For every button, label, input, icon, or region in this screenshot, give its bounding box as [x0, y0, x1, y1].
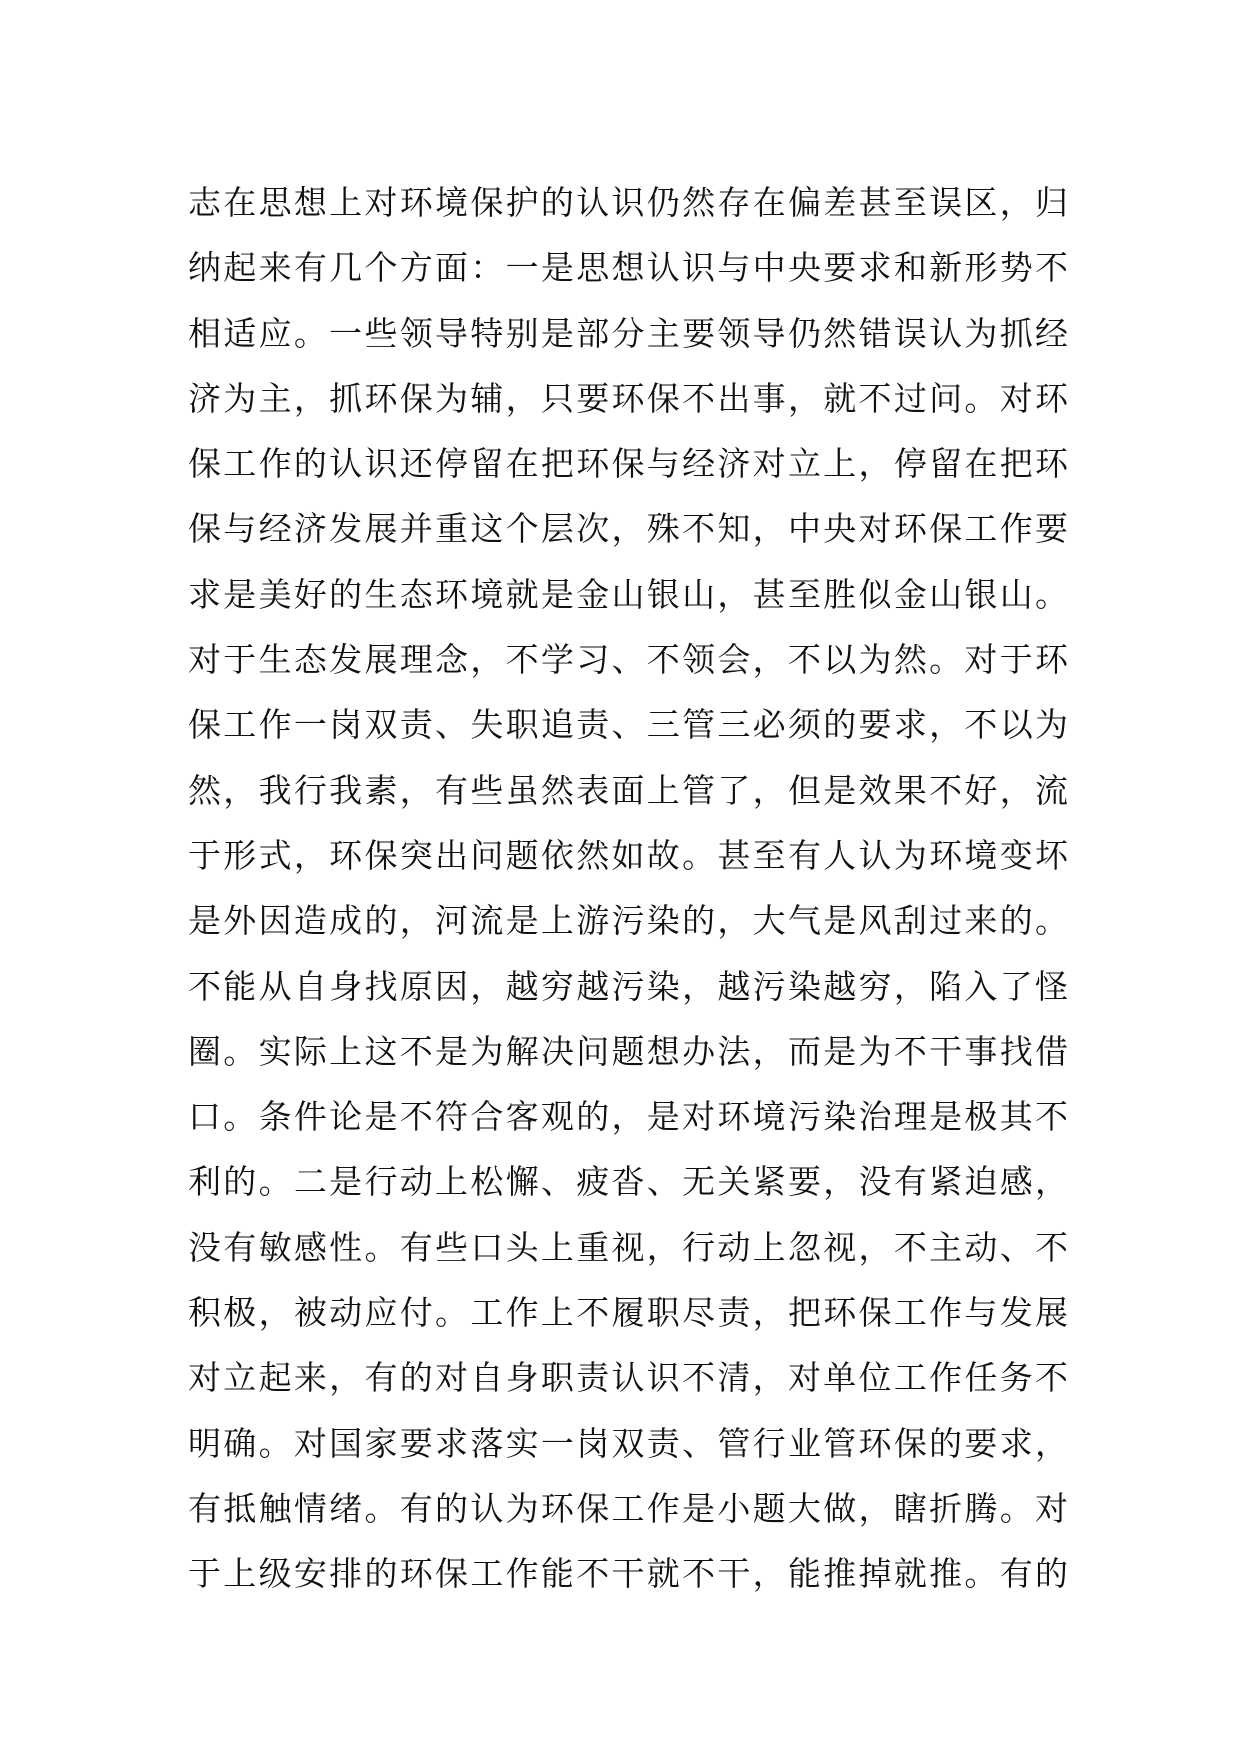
text-line: 没有敏感性。有些口头上重视，行动上忽视，不主动、不: [188, 1227, 1068, 1267]
text-line: 保工作一岗双责、失职追责、三管三必须的要求，不以为: [188, 705, 1068, 745]
text-line: 保工作的认识还停留在把环保与经济对立上，停留在把环: [188, 444, 1068, 484]
text-line: 求是美好的生态环境就是金山银山，甚至胜似金山银山。: [188, 574, 1068, 614]
text-line: 明确。对国家要求落实一岗双责、管行业管环保的要求，: [188, 1423, 1068, 1463]
text-line: 然，我行我素，有些虽然表面上管了，但是效果不好，流: [188, 770, 1068, 810]
text-line: 是外因造成的，河流是上游污染的，大气是风刮过来的。: [188, 901, 1068, 941]
text-line: 对于生态发展理念，不学习、不领会，不以为然。对于环: [188, 640, 1068, 680]
text-line: 对立起来，有的对自身职责认识不清，对单位工作任务不: [188, 1358, 1068, 1398]
text-line: 保与经济发展并重这个层次，殊不知，中央对环保工作要: [188, 509, 1068, 549]
text-line: 志在思想上对环境保护的认识仍然存在偏差甚至误区，归: [188, 183, 1068, 222]
text-line: 利的。二是行动上松懈、疲沓、无关紧要，没有紧迫感，: [188, 1162, 1068, 1202]
text-line: 于形式，环保突出问题依然如故。甚至有人认为环境变坏: [188, 835, 1068, 875]
text-line: 口。条件论是不符合客观的，是对环境污染治理是极其不: [188, 1097, 1068, 1137]
text-line: 有抵触情绪。有的认为环保工作是小题大做，瞎折腾。对: [188, 1488, 1068, 1528]
text-line: 纳起来有几个方面：一是思想认识与中央要求和新形势不: [188, 248, 1068, 288]
text-line: 于上级安排的环保工作能不干就不干，能推掉就推。有的: [188, 1554, 1068, 1594]
text-line: 积极，被动应付。工作上不履职尽责，把环保工作与发展: [188, 1293, 1068, 1333]
body-text: [188, 170, 1068, 1607]
text-line: 济为主，抓环保为辅，只要环保不出事，就不过问。对环: [188, 378, 1068, 418]
text-line: 相适应。一些领导特别是部分主要领导仍然错误认为抓经: [188, 313, 1068, 353]
text-line: 圈。实际上这不是为解决问题想办法，而是为不干事找借: [188, 1031, 1068, 1071]
text-line: 不能从自身找原因，越穷越污染，越污染越穷，陷入了怪: [188, 966, 1068, 1006]
